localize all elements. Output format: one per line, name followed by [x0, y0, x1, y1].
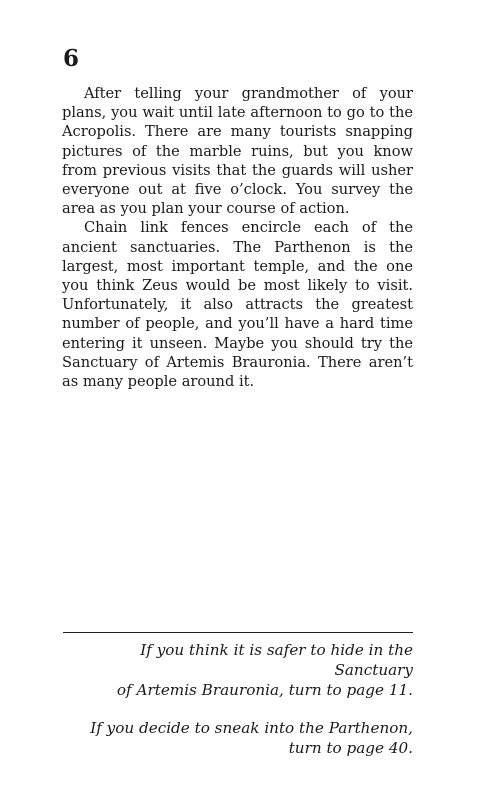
choice-hide-in-sanctuary [63, 640, 413, 700]
choices-block [63, 640, 413, 758]
choice-1-line-2: of Artemis Brauronia, turn to page 11. [116, 681, 413, 699]
choice-2-line-2: turn to page 40. [288, 739, 413, 757]
story-paragraph-1: After telling your grandmother of your plans, you wait until late afternoon to go to the Acropolis. There are many tourists snapping pictures of the marble ruins, but you know from previous visits that the guards will usher everyone out at five o’clock. You survey the area as you plan your course of action. [62, 85, 413, 218]
story-text [62, 84, 413, 391]
story-paragraph-2: Chain link fences encircle each of the ancient sanctuaries. The Parthenon is the largest, most important temple, and the one you think Zeus would be most likely to visit. Unfortunately, it also attracts the greatest number of people, and you’ll have a hard time entering it unseen. Maybe you should try the Sanctuary of Artemis Brauronia. There aren’t as many people around it. [62, 219, 413, 391]
choice-sneak-into-parthenon [63, 718, 413, 758]
page-number: 6 [63, 45, 80, 72]
choice-1-line-1: If you think it is safer to hide in the Sanctuary [140, 641, 413, 679]
choice-2-line-1: If you decide to sneak into the Parthenon, [90, 719, 413, 737]
choice-divider [63, 632, 413, 633]
